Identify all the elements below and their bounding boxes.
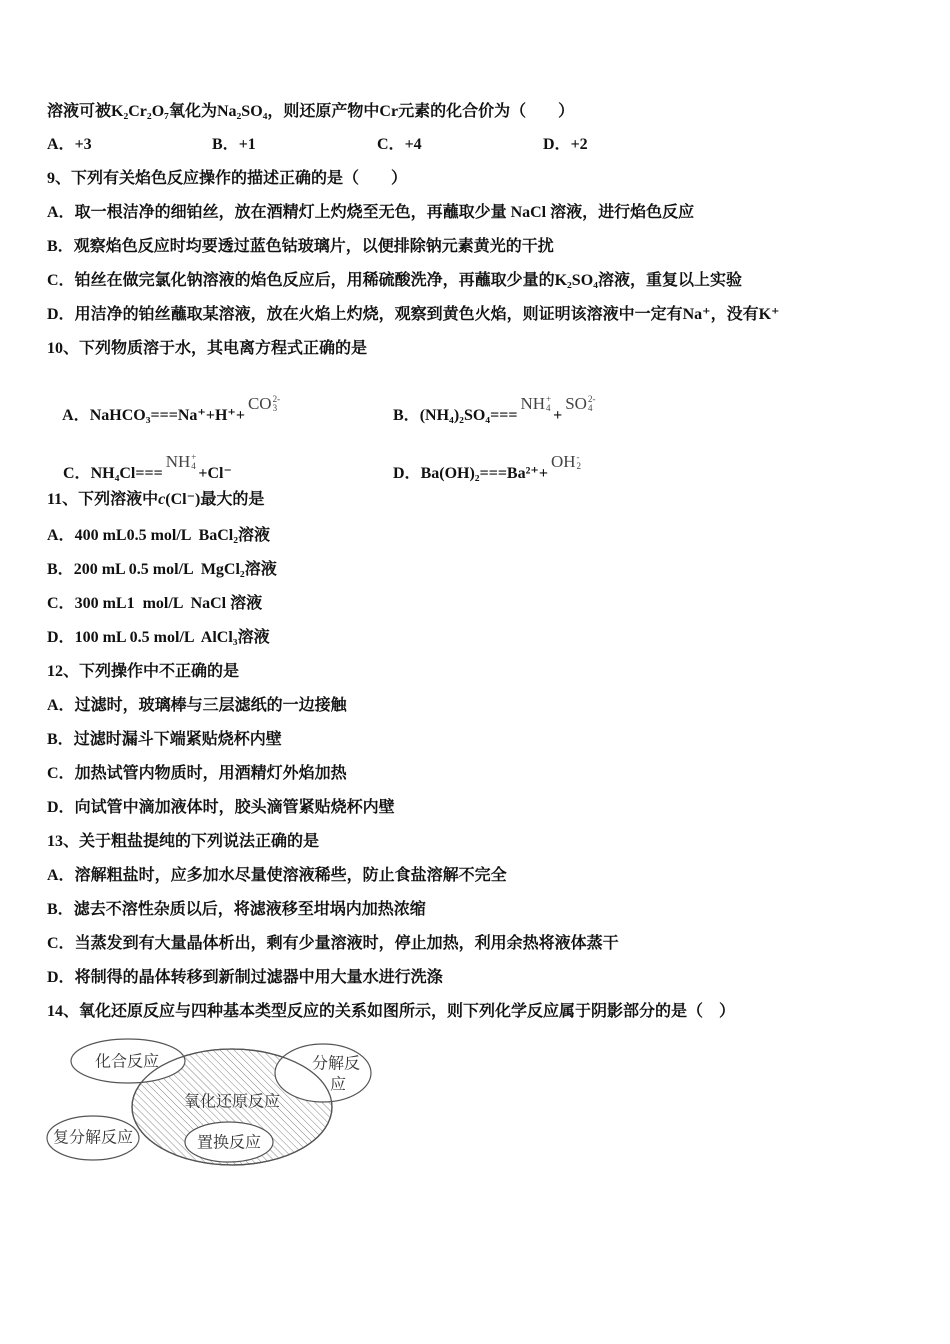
option-label: A． bbox=[47, 697, 75, 714]
option-label: C． bbox=[47, 935, 75, 952]
stem-variable: c bbox=[158, 491, 166, 508]
option-label: B． bbox=[393, 407, 420, 424]
option-text: +3 bbox=[74, 136, 92, 153]
combination-label: 化合反应 bbox=[94, 1053, 160, 1071]
q12-option-d bbox=[47, 798, 395, 818]
ion-charge-stack bbox=[191, 453, 196, 471]
q9-option-b bbox=[47, 237, 554, 257]
q12-option-c bbox=[47, 764, 347, 784]
ion-base: OH bbox=[550, 452, 576, 471]
option-label: D． bbox=[47, 629, 75, 646]
option-text: +1 bbox=[238, 136, 256, 153]
option-label: D． bbox=[47, 969, 75, 986]
option-label: B． bbox=[47, 901, 74, 918]
option-label: C． bbox=[47, 272, 75, 289]
ion-base: NH bbox=[520, 394, 545, 413]
option-label: B． bbox=[212, 136, 239, 153]
ion-subscript: 2 bbox=[576, 461, 582, 472]
option-text: 300 mL1 mol/L NaCl 溶液 bbox=[74, 595, 263, 612]
ion-charge-stack bbox=[577, 453, 582, 471]
carbonate-ion bbox=[248, 394, 280, 414]
option-label: C． bbox=[47, 595, 75, 612]
option-text: +2 bbox=[570, 136, 588, 153]
ion-charge-stack bbox=[588, 395, 596, 413]
stem-text: (Cl⁻)最大的是 bbox=[165, 491, 265, 508]
equation-formula: (NH₄)₂SO₄=== bbox=[419, 407, 518, 424]
q11-option-c bbox=[47, 594, 262, 614]
ion-charge: + bbox=[191, 452, 197, 463]
q13-option-d bbox=[47, 968, 443, 988]
q11-option-d bbox=[47, 628, 270, 648]
option-label: C． bbox=[47, 765, 75, 782]
option-text: 用洁净的铂丝蘸取某溶液，放在火焰上灼烧，观察到黄色火焰，则证明该溶液中一定有Na⁺，没有K⁺ bbox=[74, 306, 780, 323]
q12-option-b bbox=[47, 730, 282, 750]
equation-tail: +Cl⁻ bbox=[198, 465, 232, 482]
q13-option-a bbox=[47, 866, 507, 886]
option-text: +4 bbox=[404, 136, 422, 153]
q13-stem: 13、关于粗盐提纯的下列说法正确的是 bbox=[47, 833, 320, 850]
q10-option-a bbox=[47, 385, 282, 424]
option-text: 铂丝在做完氯化钠溶液的焰色反应后，用稀硫酸洗净，再蘸取少量的K₂SO₄溶液，重复以上实验 bbox=[74, 272, 742, 289]
q13-option-c bbox=[47, 934, 619, 954]
q11-stem bbox=[47, 490, 264, 510]
option-label: A． bbox=[62, 407, 90, 424]
ammonium-ion bbox=[520, 394, 551, 414]
displacement-label: 置换反应 bbox=[196, 1134, 262, 1152]
option-text: 加热试管内物质时，用酒精灯外焰加热 bbox=[74, 765, 347, 782]
q9-option-a bbox=[47, 203, 694, 223]
option-label: A． bbox=[47, 204, 75, 221]
option-text: 400 mL0.5 mol/L BaCl₂溶液 bbox=[74, 527, 271, 544]
option-label: B． bbox=[47, 731, 74, 748]
q8-stem-continuation: 溶液可被K₂Cr₂O₇氧化为Na₂SO₄，则还原产物中Cr元素的化合价为（ ） bbox=[47, 103, 575, 120]
ion-charge-stack bbox=[546, 395, 551, 413]
option-label: D． bbox=[47, 306, 75, 323]
reaction-relationship-diagram bbox=[45, 1038, 377, 1170]
ammonium-ion bbox=[166, 452, 197, 472]
ion-charge: - bbox=[576, 452, 580, 463]
option-label: D． bbox=[543, 136, 571, 153]
sulfate-ion bbox=[565, 394, 595, 414]
option-label: B． bbox=[47, 561, 74, 578]
redox-label: 氧化还原反应 bbox=[183, 1093, 281, 1111]
ion-base: NH bbox=[165, 452, 191, 471]
option-label: B． bbox=[47, 238, 74, 255]
option-text: 当蒸发到有大量晶体析出，剩有少量溶液时，停止加热，利用余热将液体蒸干 bbox=[74, 935, 619, 952]
decomposition-label-line2: 应 bbox=[329, 1076, 347, 1094]
q8-option-c bbox=[377, 135, 422, 155]
ion-subscript: 4 bbox=[191, 461, 196, 472]
ion-subscript: 4 bbox=[546, 403, 551, 414]
equation-plus: + bbox=[553, 407, 563, 424]
option-text: 100 mL 0.5 mol/L AlCl₃溶液 bbox=[74, 629, 270, 646]
q10-option-c bbox=[47, 443, 232, 482]
q9-option-d bbox=[47, 305, 779, 325]
ion-subscript: 3 bbox=[272, 403, 278, 414]
ion-base: CO bbox=[247, 394, 272, 413]
ion-base: SO bbox=[565, 394, 587, 413]
q10-stem: 10、下列物质溶于水，其电离方程式正确的是 bbox=[47, 340, 368, 357]
ion-charge: 2- bbox=[587, 394, 596, 405]
option-label: A． bbox=[47, 527, 75, 544]
option-label: A． bbox=[47, 136, 75, 153]
q8-option-a bbox=[47, 135, 92, 155]
option-text: 将制得的晶体转移到新制过滤器中用大量水进行洗涤 bbox=[74, 969, 443, 986]
ion-charge: + bbox=[546, 394, 552, 405]
q8-option-b bbox=[212, 135, 256, 155]
q12-option-a bbox=[47, 696, 347, 716]
q8-option-d bbox=[543, 135, 588, 155]
option-text: 向试管中滴加液体时，胶头滴管紧贴烧杯内壁 bbox=[74, 799, 395, 816]
option-text: 观察焰色反应时均要透过蓝色钴玻璃片，以便排除钠元素黄光的干扰 bbox=[73, 238, 554, 255]
ion-charge-stack bbox=[273, 395, 281, 413]
option-text: 取一根洁净的细铂丝，放在酒精灯上灼烧至无色，再蘸取少量 NaCl 溶液，进行焰色反应 bbox=[74, 204, 695, 221]
q9-stem: 9、下列有关焰色反应操作的描述正确的是（ ） bbox=[47, 170, 408, 187]
stem-text: 11、下列溶液中 bbox=[47, 491, 159, 508]
option-label: C． bbox=[63, 465, 91, 482]
ion-subscript: 4 bbox=[587, 403, 593, 414]
equation-formula: NH₄Cl=== bbox=[90, 465, 163, 482]
option-label: C． bbox=[377, 136, 405, 153]
q12-stem: 12、下列操作中不正确的是 bbox=[47, 663, 240, 680]
q11-option-a bbox=[47, 526, 270, 546]
ion-charge: 2- bbox=[272, 394, 281, 405]
decomposition-label-line1: 分解反 bbox=[311, 1055, 361, 1073]
q10-option-b bbox=[377, 385, 597, 424]
q10-option-d bbox=[377, 443, 583, 482]
option-text: 滤去不溶性杂质以后，将滤液移至坩埚内加热浓缩 bbox=[73, 901, 426, 918]
equation-formula: Ba(OH)₂===Ba²⁺+ bbox=[420, 465, 548, 482]
option-label: A． bbox=[47, 867, 75, 884]
option-text: 溶解粗盐时，应多加水尽量使溶液稀些，防止食盐溶解不完全 bbox=[74, 867, 507, 884]
decomposition-ellipse bbox=[275, 1044, 371, 1102]
option-label: D． bbox=[393, 465, 421, 482]
q13-option-b bbox=[47, 900, 426, 920]
option-text: 200 mL 0.5 mol/L MgCl₂溶液 bbox=[73, 561, 277, 578]
option-text: 过滤时漏斗下端紧贴烧杯内壁 bbox=[73, 731, 282, 748]
q11-option-b bbox=[47, 560, 277, 580]
q14-stem: 14、氧化还原反应与四种基本类型反应的关系如图所示，则下列化学反应属于阴影部分的是（ ） bbox=[47, 1003, 736, 1020]
option-text: 过滤时，玻璃棒与三层滤纸的一边接触 bbox=[74, 697, 347, 714]
double-decomposition-label: 复分解反应 bbox=[52, 1129, 134, 1147]
equation-formula: NaHCO₃===Na⁺+H⁺+ bbox=[89, 407, 245, 424]
hydroxide-ion bbox=[551, 452, 581, 472]
q9-option-c bbox=[47, 271, 742, 291]
option-label: D． bbox=[47, 799, 75, 816]
